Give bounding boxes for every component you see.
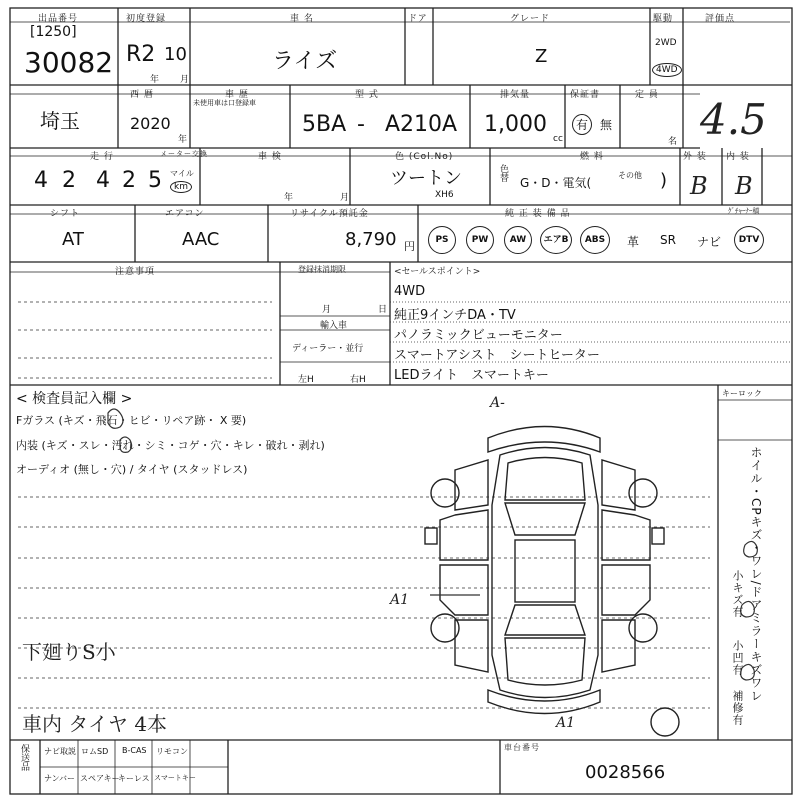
warranty-yes: 有 (572, 114, 592, 135)
bottom-item-1: ナビ取説 (44, 747, 76, 756)
bottom-item-5: ナンバー (44, 774, 76, 783)
capacity-unit: 名 (668, 137, 678, 147)
import-label: 輸入車 (320, 321, 348, 331)
label-car-name: 車 名 (290, 14, 314, 24)
bottom-item-3: B-CAS (122, 746, 147, 755)
sales-point-2: 純正9インチDA・TV (394, 308, 516, 323)
score-handwritten: 4.5 (700, 95, 767, 144)
lot-number: 30082 (24, 46, 114, 79)
mark-front: A- (490, 395, 505, 411)
mileage-digit-1: 4 (34, 168, 48, 193)
label-lot-no: 出品番号 (38, 14, 79, 24)
inspector-line-audio: オーディオ (無し・穴) / タイヤ (スタッドレス) (16, 463, 248, 476)
label-extra: ｸﾞﾁｬｰﾅｰ稿 (728, 207, 760, 215)
fuel-other: その他 (618, 171, 642, 180)
frame-number: 0028566 (585, 762, 666, 783)
displacement-unit: cc (553, 134, 563, 144)
lot-bracket: [1250] (30, 24, 77, 40)
label-inspector: < 検査員記入欄 > (16, 391, 133, 407)
label-genuine: 純 正 装 備 品 (505, 209, 571, 219)
mileage-digit-2: 2 (62, 168, 76, 193)
label-notes: 注意事項 (115, 267, 156, 277)
model-code: A210A (385, 112, 458, 137)
first-reg-nen: 年 (150, 75, 160, 85)
label-first-reg: 初度登録 (126, 14, 167, 24)
car-grade: Z (535, 46, 548, 67)
side-legend-vertical: ホイル・CPキズ・ワレ/ドアミラーキズワレ (749, 446, 763, 703)
label-reg-expiry: 登録抹消期限 (298, 265, 346, 274)
drive-2wd: 2WD (655, 38, 677, 48)
equip-aw: AW (504, 226, 532, 254)
label-interior: 内 装 (726, 152, 750, 162)
dealer-label: ディーラー・並行 (292, 344, 364, 354)
car-name: ライズ (272, 49, 338, 74)
bottom-item-6: スペアキー (80, 774, 120, 783)
interior-grade: B (735, 172, 753, 200)
label-color: 色 (Col.No) (395, 152, 454, 162)
reg-expiry-month: 月 (322, 305, 332, 315)
equip-pw: PW (466, 226, 494, 254)
label-door: ドア (408, 14, 428, 24)
equip-dtv: DTV (734, 226, 764, 254)
side-legend-small: 小キズ有 (731, 570, 744, 618)
sales-point-1: 4WD (394, 284, 426, 299)
year-value: 2020 (130, 114, 171, 133)
first-reg-era: R2 (126, 42, 156, 67)
handwritten-note-underbody: 下廻りS小 (22, 640, 116, 664)
aircon-value: AAC (182, 229, 220, 250)
mileage-digit-4: 2 (122, 168, 136, 193)
label-aircon: エアコン (165, 209, 205, 219)
side-legend-small2: 小凹有 (731, 640, 744, 676)
bottom-side-label: 保送品 (19, 744, 29, 771)
label-vehicle-history: 車 歴 (225, 90, 249, 100)
sales-point-4: スマートアシスト シートヒーター (394, 348, 600, 363)
equip-ps: PS (428, 226, 456, 254)
inspection-tsuki: 月 (340, 193, 350, 203)
reg-expiry-day: 日 (378, 305, 388, 315)
inspector-line-interior: 内装 (キズ・スレ・汚れ・シミ・コゲ・穴・キレ・破れ・剥れ) (16, 439, 325, 452)
color-code: XH6 (435, 190, 454, 200)
label-mileage: 走 行 (90, 152, 114, 162)
label-score: 評価点 (705, 14, 736, 24)
recycle-unit: 円 (404, 240, 415, 253)
label-western: 西 暦 (130, 90, 154, 100)
label-shift: シフト (50, 209, 81, 219)
inspector-line-glass: Fガラス (キズ・飛石・ヒビ・リペア跡・ X 要) (16, 414, 247, 427)
handwritten-note-tires: 車内 タイヤ 4本 (22, 712, 168, 736)
equip-airbag: エアB (540, 226, 572, 254)
mileage-digit-3: 4 (96, 168, 110, 193)
exterior-grade: B (690, 172, 708, 200)
equip-abs: ABS (580, 226, 610, 254)
warranty-no: 無 (600, 118, 613, 132)
color-name: ツートン (390, 168, 462, 189)
mark-left-side: A1 (390, 592, 410, 608)
label-displacement: 排気量 (500, 90, 531, 100)
region: 埼玉 (40, 109, 80, 133)
label-drive: 駆動 (653, 14, 674, 24)
mileage-unit-km: km (170, 181, 192, 193)
label-recycle: リサイクル預託金 (290, 209, 369, 219)
year-suffix: 年 (178, 135, 188, 145)
right-hand-label: 右H (350, 375, 366, 385)
first-reg-tsuki: 月 (180, 75, 190, 85)
bottom-item-7: キーレス (118, 774, 150, 783)
vehicle-history-note: 未使用車は口登録車 (193, 99, 256, 107)
label-inspection: 車 検 (258, 152, 282, 162)
label-fuel: 燃 料 (580, 152, 604, 162)
side-legend-repair: 補修有 (731, 690, 744, 726)
label-model: 型 式 (355, 90, 379, 100)
mileage-digit-5: 5 (148, 168, 162, 193)
shift-value: AT (62, 229, 84, 250)
model-dash: - (357, 112, 365, 137)
displacement-value: 1,000 (484, 112, 547, 137)
bottom-item-4: リモコン (156, 747, 188, 756)
equip-sr: SR (660, 233, 676, 247)
bottom-item-2: ロムSD (81, 747, 109, 756)
recycle-value: 8,790 (345, 229, 397, 250)
fuel-close: ) (660, 170, 668, 191)
drive-4wd: 4WD (652, 63, 682, 77)
left-hand-label: 左H (298, 375, 314, 385)
label-keylock: キーロック (722, 389, 762, 398)
bottom-item-8: スマートキー (154, 774, 196, 782)
equip-leather: 革 (627, 235, 640, 249)
sales-point-5: LEDライト スマートキー (394, 368, 549, 383)
label-capacity: 定 員 (635, 90, 659, 100)
color-side: 色替 (498, 164, 508, 182)
label-warranty: 保証書 (570, 90, 601, 100)
equip-navi: ナビ (697, 235, 722, 249)
mileage-unit-mile: マイル (170, 169, 194, 178)
mark-rear: A1 (556, 715, 576, 731)
label-frame-no: 車台番号 (504, 743, 540, 752)
fuel-text: G・D・電気( (520, 176, 592, 190)
first-reg-month: 10 (164, 44, 187, 65)
label-exterior: 外 装 (683, 152, 707, 162)
model-prefix: 5BA (302, 112, 347, 137)
sales-point-3: パノラミックビューモニター (394, 328, 563, 343)
label-meter-swap: メーター交換 (160, 150, 208, 158)
inspection-nen: 年 (284, 193, 294, 203)
label-grade: グレード (510, 14, 551, 24)
label-sales-points: <セールスポイント> (394, 267, 481, 277)
